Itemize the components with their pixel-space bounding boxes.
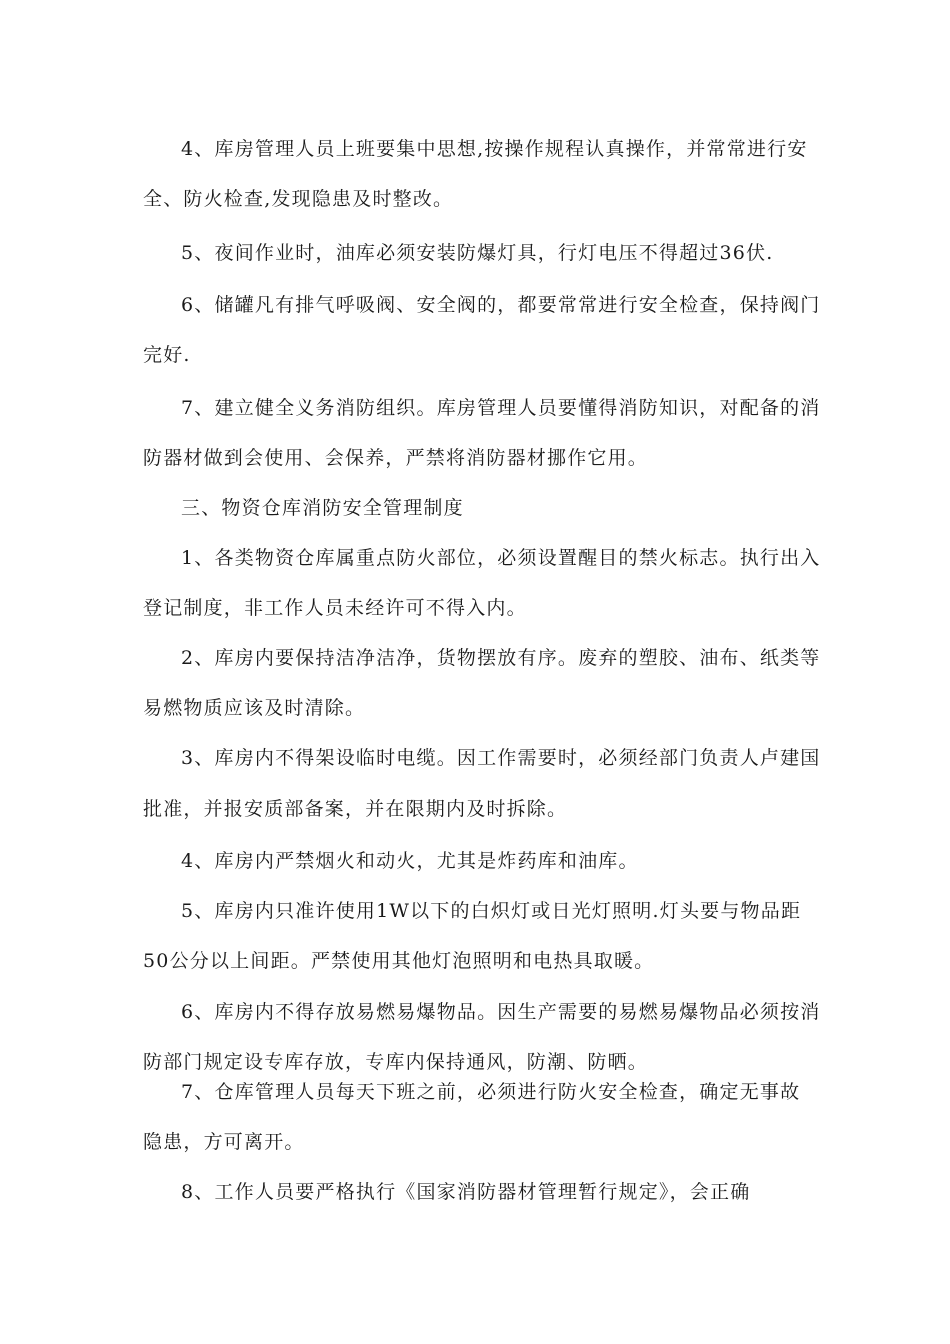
text-line: 防部门规定设专库存放，专库内保持通风，防潮、防晒。: [143, 1051, 649, 1073]
text-line: 4、库房内严禁烟火和动火，尤其是炸药库和油库。: [181, 850, 639, 872]
text-line: 7、建立健全义务消防组织。库房管理人员要懂得消防知识，对配备的消: [181, 397, 821, 419]
text-line: 3、库房内不得架设临时电缆。因工作需要时，必须经部门负责人卢建国: [181, 747, 821, 769]
text-line: 4、库房管理人员上班要集中思想,按操作规程认真操作，并常常进行安: [181, 138, 808, 160]
text-line: 6、库房内不得存放易燃易爆物品。因生产需要的易燃易爆物品必须按消: [181, 1001, 821, 1023]
text-line: 6、储罐凡有排气呼吸阀、安全阀的，都要常常进行安全检查，保持阀门: [181, 294, 821, 316]
section-heading: 三、物资仓库消防安全管理制度: [181, 497, 464, 519]
text-line: 8、工作人员要严格执行《国家消防器材管理暂行规定》，会正确: [181, 1181, 751, 1203]
text-line: 隐患，方可离开。: [143, 1131, 305, 1153]
text-line: 易燃物质应该及时清除。: [143, 697, 366, 719]
text-line: 登记制度，非工作人员未经许可不得入内。: [143, 597, 527, 619]
text-line: 2、库房内要保持洁净洁净，货物摆放有序。废弃的塑胶、油布、纸类等: [181, 647, 821, 669]
text-line: 防器材做到会使用、会保养，严禁将消防器材挪作它用。: [143, 447, 649, 469]
text-line: 批准，并报安质部备案，并在限期内及时拆除。: [143, 798, 568, 820]
text-line: 5、库房内只准许使用1W以下的白炽灯或日光灯照明.灯头要与物品距: [181, 900, 802, 922]
text-line: 完好.: [143, 344, 191, 366]
text-line: 1、各类物资仓库属重点防火部位，必须设置醒目的禁火标志。执行出入: [181, 547, 821, 569]
text-line: 7、仓库管理人员每天下班之前，必须进行防火安全检查，确定无事故: [181, 1081, 801, 1103]
text-line: 50公分以上间距。严禁使用其他灯泡照明和电热具取暖。: [143, 950, 655, 972]
text-line: 全、防火检查,发现隐患及时整改。: [143, 188, 454, 210]
text-line: 5、夜间作业时，油库必须安装防爆灯具，行灯电压不得超过36伏.: [181, 242, 774, 264]
